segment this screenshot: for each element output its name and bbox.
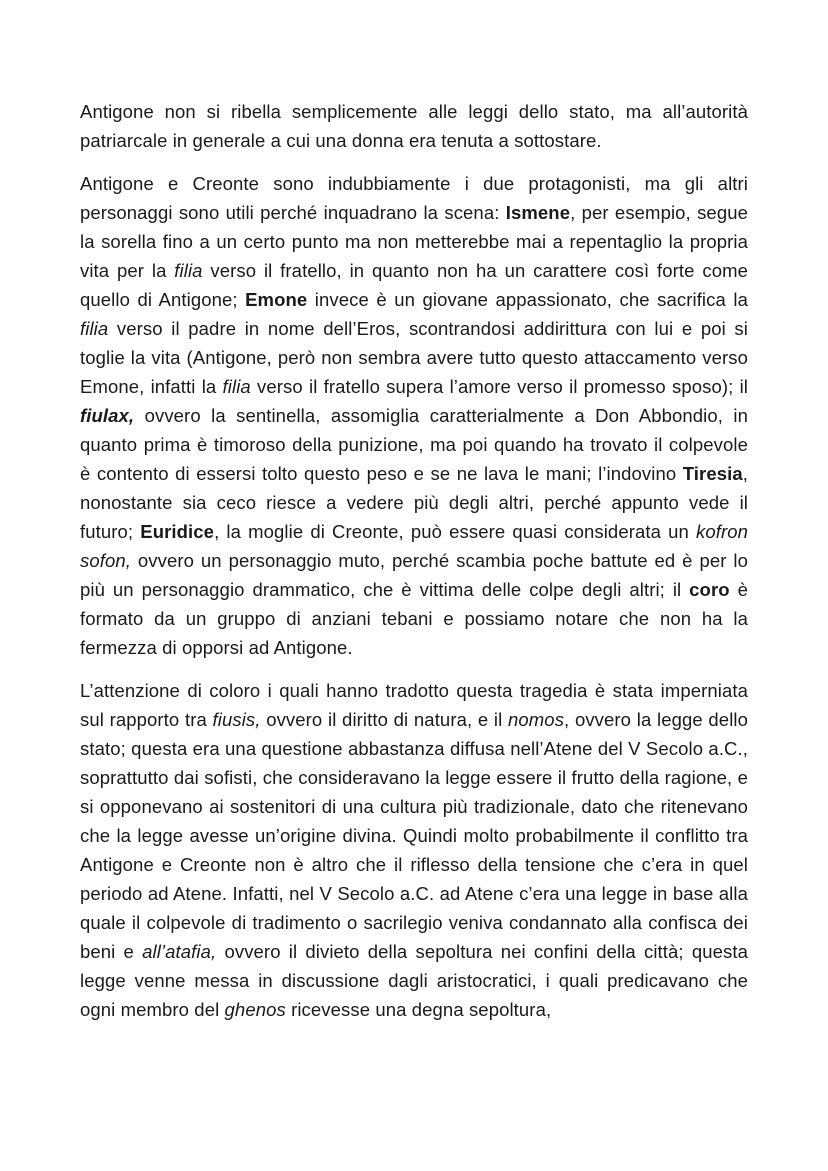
term-kofron-sofon: kofron sofon, xyxy=(80,521,749,571)
text-run: verso il fratello, in quanto non ha un carattere così forte come quello di Antigone; xyxy=(80,260,749,310)
text-run: Antigone non si ribella semplicemente alle leggi dello stato, ma all’autorità patriarcale in generale a cui una donna era tenuta a sottostare. xyxy=(80,101,748,151)
character-name-ismene: Ismene xyxy=(505,202,571,223)
text-run: verso il padre in nome dell’Eros, scontrandosi addirittura con lui e poi si toglie la vita (Antigone, però non sembra avere tutto questo attaccamento verso Emone, infatti la xyxy=(80,318,748,397)
character-name-coro: coro xyxy=(689,579,730,600)
text-run: ovvero la sentinella, assomiglia caratterialmente a Don Abbondio, in quanto prima è timoroso della punizione, ma poi quando ha trovato il colpevole è contento di essersi tolto questo peso e se ne lava le mani; l’indovino xyxy=(80,405,748,484)
term-fiulax: fiulax, xyxy=(80,405,135,426)
term-nomos: nomos xyxy=(508,709,565,730)
text-run: invece è un giovane appassionato, che sacrifica la xyxy=(307,289,748,310)
term-ghenos: ghenos xyxy=(224,999,286,1020)
text-run: Antigone e Creonte sono indubbiamente i due protagonisti, ma gli altri personaggi sono utili perché inquadrano la scena: xyxy=(80,173,748,223)
text-run: , per esempio, segue la sorella fino a un certo punto ma non metterebbe mai a repentaglio la propria vita per la xyxy=(80,202,748,281)
paragraph-1 xyxy=(80,97,748,155)
term-fiusis: fiusis, xyxy=(212,709,261,730)
text-run: ovvero il divieto della sepoltura nei confini della città; questa legge venne messa in discussione dagli aristocratici, i quali predicavano che ogni membro del xyxy=(80,941,748,1020)
character-name-tiresia: Tiresia xyxy=(682,463,743,484)
text-run: è formato da un gruppo di anziani tebani e possiamo notare che non ha la fermezza di opporsi ad Antigone. xyxy=(80,579,748,658)
text-run: , nonostante sia ceco riesce a vedere più degli altri, perché appunto vede il futuro; xyxy=(80,463,748,542)
term-filia: filia xyxy=(80,318,109,339)
text-run: ricevesse una degna sepoltura, xyxy=(285,999,552,1020)
text-run: , ovvero la legge dello stato; questa era una questione abbastanza diffusa nell’Atene del V Secolo a.C., soprattutto dai sofisti, che consideravano la legge essere il frutto della ragione, e si opponevano ai sostenitori di una cultura più tradizionale, dato che ritenevano che la legge avesse un’origine divina. Quindi molto probabilmente il conflitto tra Antigone e Creonte non è altro che il riflesso della tensione che c’era in quel periodo ad Atene. Infatti, nel V Secolo a.C. ad Atene c’era una legge in base alla quale il colpevole di tradimento o sacrilegio veniva condannato alla confisca dei beni e xyxy=(80,709,749,962)
text-run: L’attenzione di coloro i quali hanno tradotto questa tragedia è stata imperniata sul rapporto tra xyxy=(80,680,748,730)
paragraph-2 xyxy=(80,169,748,662)
paragraph-3 xyxy=(80,676,748,1024)
character-name-euridice: Euridice xyxy=(140,521,215,542)
character-name-emone: Emone xyxy=(245,289,308,310)
text-run: verso il fratello supera l’amore verso il promesso sposo); il xyxy=(250,376,749,397)
term-atafia: all’atafia, xyxy=(142,941,217,962)
text-run: , la moglie di Creonte, può essere quasi considerata un xyxy=(214,521,696,542)
term-filia: filia xyxy=(222,376,251,397)
term-filia: filia xyxy=(174,260,203,281)
text-run: ovvero il diritto di natura, e il xyxy=(260,709,509,730)
text-run: ovvero un personaggio muto, perché scambia poche battute ed è per lo più un personaggio drammatico, che è vittima delle colpe degli altri; il xyxy=(80,550,748,600)
